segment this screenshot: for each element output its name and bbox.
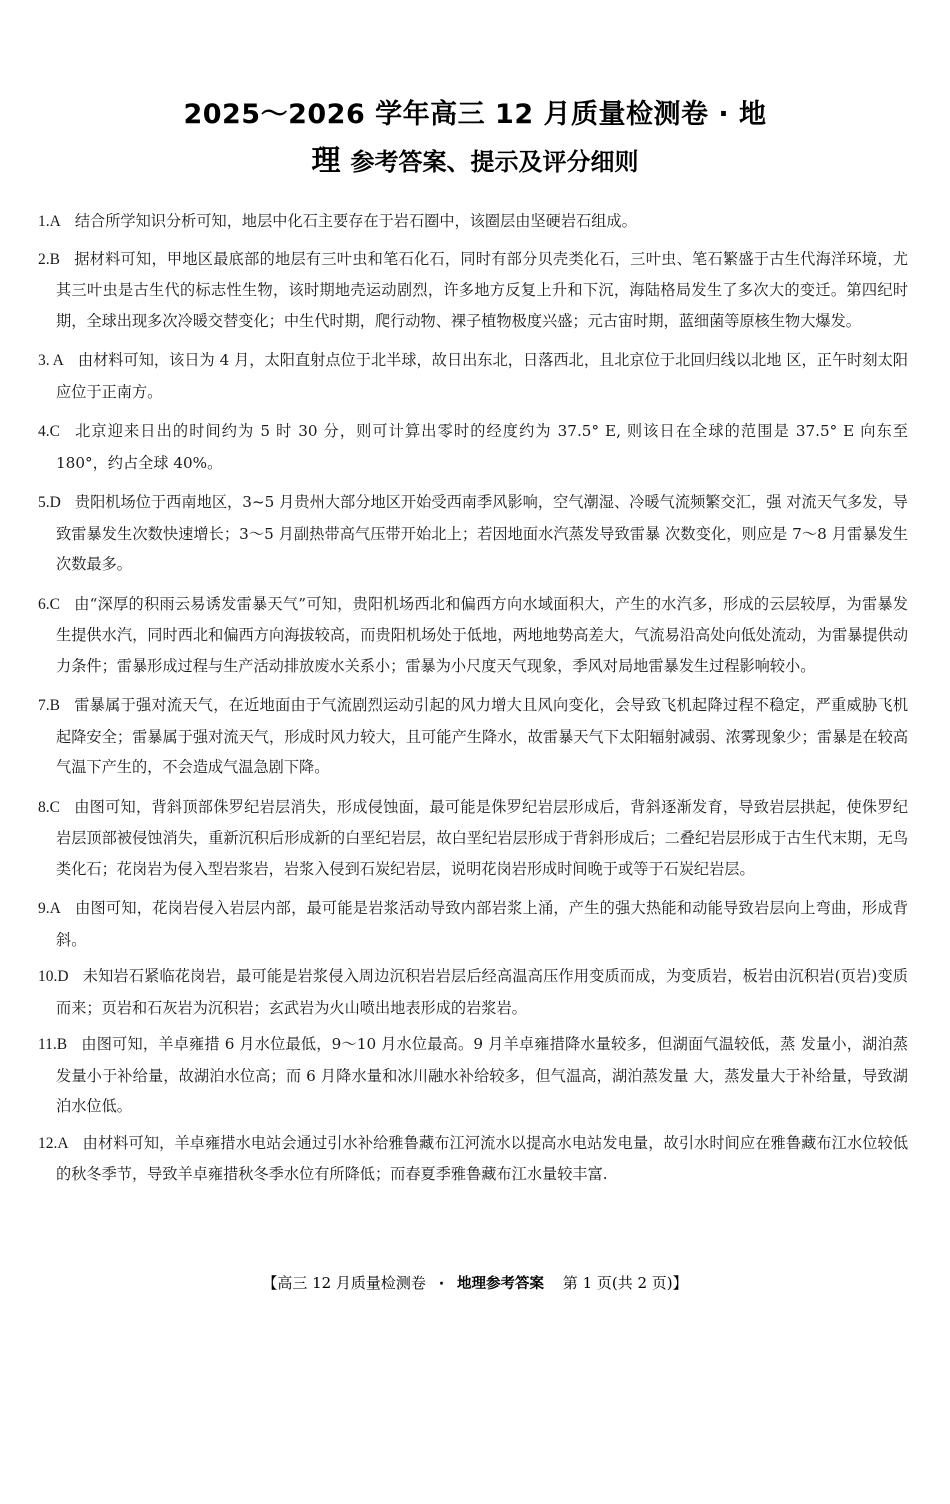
footer-exam-name: 【高三 12 月质量检测卷 <box>262 1274 426 1292</box>
answer-number: 2.B <box>38 250 60 268</box>
answer-number: 9.A <box>38 900 61 917</box>
answer-item-1 <box>38 206 908 238</box>
page-footer <box>0 1272 950 1293</box>
answer-text: 由“深厚的积雨云易诱发雷暴天气”可知，贵阳机场西北和偏西方向水域面积大，产生的水汽多，形成的云层较厚，为雷暴发生提供水汽，同时西北和偏西方向海拔较高，而贵阳机场处于低地，两地地势高差大，气流易沿高处向低处流动，为雷暴提供动力条件；雷暴形成过程与生产活动排放废水关系小；雷暴为小尺度天气现象，季风对局地雷暴发生过程影响较小。 <box>56 594 908 675</box>
footer-subject: 地理参考答案 <box>457 1276 545 1292</box>
answer-number: 6.C <box>38 595 60 613</box>
answer-text: 由图可知，羊卓雍措 6 月水位最低，9～10 月水位最高。9 月羊卓雍措降水量较多，但湖面气温较低，蒸 发量小，湖泊蒸发量小于补给量，故湖泊水位高；而 6 月降水量和冰川融水补给较多，但气温高，湖泊蒸发量 大，蒸发量大于补给量，导致湖泊水位低。 <box>56 1035 908 1115</box>
footer-page-number: 第 1 页(共 2 页)】 <box>562 1274 688 1292</box>
answer-item-12 <box>38 1128 908 1190</box>
answer-text: 未知岩石紧临花岗岩，最可能是岩浆侵入周边沉积岩岩层后经高温高压作用变质而成，为变质岩，板岩由沉积岩(页岩)变质而来；页岩和石灰岩为沉积岩；玄武岩为火山喷出地表形成的岩浆岩。 <box>56 967 908 1017</box>
answer-text: 贵阳机场位于西南地区，3~5 月贵州大部分地区开始受西南季风影响，空气潮湿、冷暖气流频繁交汇，强 对流天气多发，导致雷暴发生次数快速增长；3～5 月副热带高气压带开始北上；若因地面水汽蒸发导致雷暴 次数变化，则应是 7～8 月雷暴发生次数最多。 <box>56 493 908 573</box>
answer-item-4 <box>38 416 908 478</box>
page-title-line2 <box>0 138 950 179</box>
page-title-line1: 2025～2026 学年高三 12 月质量检测卷 · 地 <box>183 99 767 130</box>
answer-text: 由材料可知，羊卓雍措水电站会通过引水补给雅鲁藏布江河流水以提高水电站发电量，故引水时间应在雅鲁藏布江水位较低的秋冬季节，导致羊卓雍措秋冬季水位有所降低；而春夏季雅鲁藏布江水量较丰富. <box>56 1133 908 1183</box>
answer-item-11 <box>38 1029 908 1122</box>
answer-list <box>38 206 908 1190</box>
answer-text: 由图可知，背斜顶部侏罗纪岩层消失，形成侵蚀面，最可能是侏罗纪岩层形成后，背斜逐渐发育，导致岩层拱起，使侏罗纪岩层顶部被侵蚀消失，重新沉积后形成新的白垩纪岩层，故白垩纪岩层形成于背斜形成后；二叠纪岩层形成于古生代末期，无鸟类化石；花岗岩为侵入型岩浆岩，岩浆入侵到石炭纪岩层，说明花岗岩形成时间晚于或等于石炭纪岩层。 <box>56 797 908 878</box>
answer-number: 11.B <box>38 1036 68 1053</box>
answer-item-10 <box>38 961 908 1023</box>
answer-item-7 <box>38 690 908 783</box>
answer-text: 雷暴属于强对流天气，在近地面由于气流剧烈运动引起的风力增大且风向变化，会导致飞机起降过程不稳定，严重威胁飞机起降安全；雷暴属于强对流天气，形成时风力较大，且可能产生降水，故雷暴天气下太阳辐射减弱、浓雾现象少；雷暴是在较高气温下产生的，不会造成气温急剧下降。 <box>56 696 908 776</box>
answer-item-2 <box>38 244 908 337</box>
answer-item-8 <box>38 792 908 885</box>
answer-text: 北京迎来日出的时间约为 5 时 30 分，则可计算出零时的经度约为 37.5° E, 则该日在全球的范围是 37.5° E 向东至 180°，约占全球 40%。 <box>56 422 908 472</box>
answer-item-5 <box>38 487 908 580</box>
answer-text: 据材料可知，甲地区最底部的地层有三叶虫和笔石化石，同时有部分贝壳类化石，三叶虫、笔石繁盛于古生代海洋环境，尤其三叶虫是古生代的标志性生物，该时期地壳运动剧烈，许多地方反复上升和下沉，海陆格局发生了多次大的变迁。第四纪时期，全球出现多次冷暖交替变化；中生代时期，爬行动物、裸子植物极度兴盛；元古宙时期，蓝细菌等原核生物大爆发。 <box>56 249 908 330</box>
answer-number: 8.C <box>38 798 60 816</box>
answer-number: 1.A <box>38 213 61 230</box>
answer-item-3 <box>38 345 908 407</box>
answer-text: 由图可知，花岗岩侵入岩层内部，最可能是岩浆活动导致内部岩浆上涌，产生的强大热能和动能导致岩层向上弯曲，形成背斜。 <box>56 899 908 949</box>
answer-text: 结合所学知识分析可知，地层中化石主要存在于岩石圈中，该圈层由坚硬岩石组成。 <box>74 212 637 230</box>
page-title-subtitle: 参考答案、提示及评分细则 <box>350 148 639 176</box>
answer-number: 5.D <box>38 494 61 511</box>
footer-dot: · <box>438 1276 445 1292</box>
answer-number: 10.D <box>38 968 69 985</box>
answer-number: 3. A <box>38 352 64 369</box>
answer-item-9 <box>38 893 908 955</box>
page-title-subject-char: 理 <box>311 143 341 177</box>
answer-number: 7.B <box>38 697 60 714</box>
answer-number: 12.A <box>38 1134 69 1152</box>
answer-item-6 <box>38 589 908 682</box>
answer-text: 由材料可知，该日为 4 月，太阳直射点位于北半球，故日出东北，日落西北，且北京位于北回归线以北地 区，正午时刻太阳应位于正南方。 <box>56 351 908 401</box>
answer-number: 4.C <box>38 423 60 440</box>
